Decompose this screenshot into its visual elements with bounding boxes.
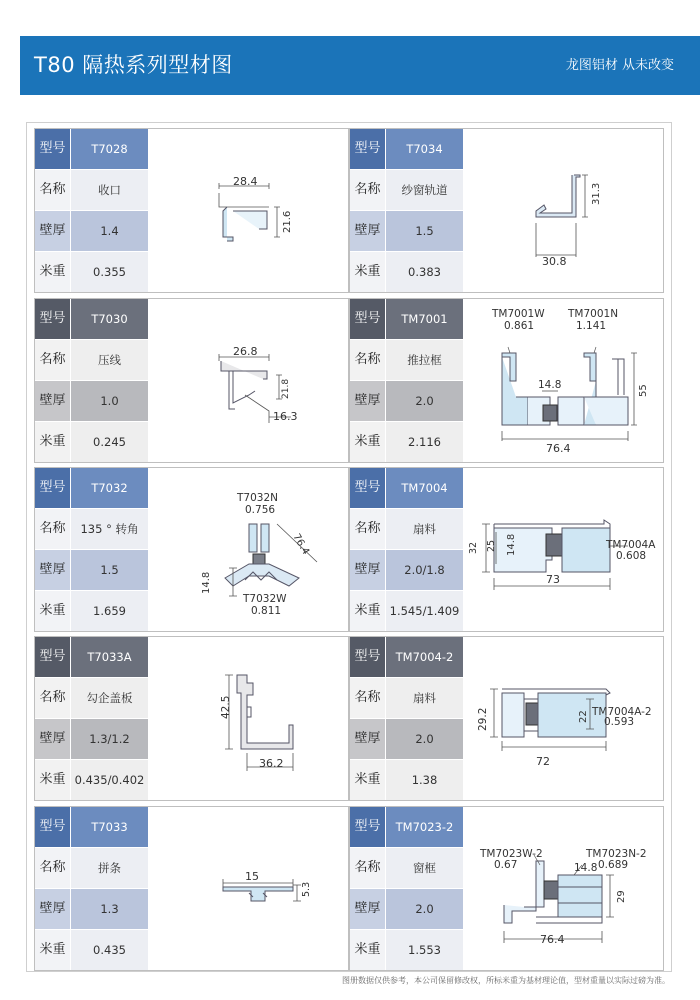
dim-label: 25 [486, 539, 497, 552]
model-value: T7034 [386, 129, 463, 169]
weight-value: 1.659 [71, 591, 148, 631]
label-weight: 米重 [35, 252, 70, 292]
dim-label: 0.811 [251, 605, 282, 617]
thickness-value: 1.0 [71, 381, 148, 421]
label-model: 型号 [35, 807, 70, 847]
name-value: 压线 [71, 340, 148, 380]
weight-value: 0.355 [71, 252, 148, 292]
dim-label: TM7023W-2 [480, 848, 543, 860]
label-model: 型号 [350, 299, 385, 339]
name-value: 纱窗轨道 [386, 170, 463, 210]
model-value: TM7004 [386, 468, 463, 508]
profile-card-t7033a [34, 636, 349, 801]
weight-value: 0.435/0.402 [71, 760, 148, 800]
model-value: TM7001 [386, 299, 463, 339]
brand-slogan: 龙图铝材 从未改变 [565, 58, 674, 73]
dim-label: 0.689 [598, 859, 629, 871]
dim-label: 0.608 [616, 550, 647, 562]
dim-label: TM7004A-2 [592, 706, 652, 718]
page-title: T80 隔热系列型材图 [34, 53, 233, 77]
label-thickness: 壁厚 [350, 719, 385, 759]
profile-card-tm7004-2 [349, 636, 664, 801]
label-thickness: 壁厚 [350, 889, 385, 929]
dim-label: TM7001N [568, 308, 619, 320]
dim-label: 29 [616, 890, 627, 903]
dim-label: 0.861 [504, 320, 535, 332]
weight-value: 1.545/1.409 [386, 591, 463, 631]
label-name: 名称 [350, 509, 385, 549]
thickness-value: 2.0 [386, 719, 463, 759]
name-value: 135 ° 转角 [71, 509, 148, 549]
profile-drawing [149, 129, 348, 292]
dim-label: 55 [638, 384, 649, 397]
dim-label: TM7001W [492, 308, 545, 320]
label-thickness: 壁厚 [350, 211, 385, 251]
name-value: 拼条 [71, 848, 148, 888]
profile-drawing [149, 299, 348, 462]
label-name: 名称 [35, 170, 70, 210]
dim-label: 14.8 [506, 533, 517, 556]
dim-label: 76.4 [290, 532, 312, 557]
thickness-value: 1.3/1.2 [71, 719, 148, 759]
label-thickness: 壁厚 [350, 550, 385, 590]
model-value: T7033 [71, 807, 148, 847]
dim-label: 72 [536, 755, 550, 768]
page-header [20, 36, 700, 95]
label-model: 型号 [350, 807, 385, 847]
thickness-value: 1.3 [71, 889, 148, 929]
label-model: 型号 [35, 129, 70, 169]
dim-label: 15 [245, 870, 259, 883]
dim-label: 14.8 [201, 571, 212, 594]
label-weight: 米重 [350, 760, 385, 800]
dim-label: 0.67 [494, 859, 518, 871]
label-weight: 米重 [350, 252, 385, 292]
label-model: 型号 [350, 129, 385, 169]
dim-label: 32 [468, 541, 479, 554]
label-name: 名称 [350, 340, 385, 380]
dim-label: 21.6 [282, 210, 293, 233]
profile-drawing [464, 468, 663, 631]
profile-card-t7028 [34, 128, 349, 293]
label-weight: 米重 [35, 422, 70, 462]
weight-value: 1.553 [386, 930, 463, 970]
profile-drawing [149, 468, 348, 631]
thickness-value: 2.0 [386, 381, 463, 421]
label-name: 名称 [35, 340, 70, 380]
name-value: 扇料 [386, 509, 463, 549]
dim-label: 76.4 [540, 933, 565, 946]
model-value: T7032 [71, 468, 148, 508]
weight-value: 0.383 [386, 252, 463, 292]
model-value: T7030 [71, 299, 148, 339]
name-value: 收口 [71, 170, 148, 210]
label-weight: 米重 [35, 930, 70, 970]
label-name: 名称 [350, 848, 385, 888]
label-weight: 米重 [350, 930, 385, 970]
label-thickness: 壁厚 [35, 719, 70, 759]
weight-value: 2.116 [386, 422, 463, 462]
label-model: 型号 [35, 299, 70, 339]
dim-label: 31.3 [591, 182, 602, 205]
dim-label: 29.2 [477, 707, 489, 731]
name-value: 扇料 [386, 678, 463, 718]
thickness-value: 2.0/1.8 [386, 550, 463, 590]
weight-value: 1.38 [386, 760, 463, 800]
dim-label: 21.8 [281, 378, 291, 399]
profile-drawing [149, 807, 348, 970]
profile-card-t7032 [34, 467, 349, 632]
label-name: 名称 [35, 509, 70, 549]
dim-label: 76.4 [546, 442, 571, 455]
dim-label: T7032W [243, 593, 287, 605]
dim-label: 28.4 [233, 175, 258, 188]
profile-drawing [464, 129, 663, 292]
label-name: 名称 [350, 678, 385, 718]
dim-label: 42.5 [220, 695, 232, 719]
label-name: 名称 [35, 848, 70, 888]
dim-label: T7032N [237, 492, 278, 504]
dim-label: 73 [546, 573, 560, 586]
profile-card-tm7023-2 [349, 806, 664, 971]
thickness-value: 2.0 [386, 889, 463, 929]
dim-label: TM7004A [606, 539, 656, 551]
dim-label: TM7023N-2 [586, 848, 647, 860]
label-name: 名称 [35, 678, 70, 718]
dim-label: 14.8 [574, 862, 598, 874]
label-weight: 米重 [35, 760, 70, 800]
name-value: 窗框 [386, 848, 463, 888]
dim-label: 0.756 [245, 504, 276, 516]
label-model: 型号 [350, 468, 385, 508]
label-thickness: 壁厚 [35, 381, 70, 421]
thickness-value: 1.4 [71, 211, 148, 251]
profile-card-t7030 [34, 298, 349, 463]
label-weight: 米重 [350, 591, 385, 631]
dim-label: 5.3 [301, 881, 312, 897]
profile-drawing [464, 807, 663, 970]
label-model: 型号 [350, 637, 385, 677]
label-model: 型号 [35, 468, 70, 508]
dim-label: 0.593 [604, 716, 635, 728]
label-thickness: 壁厚 [35, 211, 70, 251]
model-value: TM7023-2 [386, 807, 463, 847]
thickness-value: 1.5 [71, 550, 148, 590]
profile-card-tm7004 [349, 467, 664, 632]
label-weight: 米重 [35, 591, 70, 631]
label-thickness: 壁厚 [35, 889, 70, 929]
profile-card-t7034 [349, 128, 664, 293]
dim-label: 1.141 [576, 320, 607, 332]
model-value: T7028 [71, 129, 148, 169]
dim-label: 22 [578, 710, 589, 723]
thickness-value: 1.5 [386, 211, 463, 251]
label-model: 型号 [35, 637, 70, 677]
dim-label: 26.8 [233, 345, 258, 358]
label-thickness: 壁厚 [35, 550, 70, 590]
label-weight: 米重 [350, 422, 385, 462]
profile-drawing [464, 299, 663, 462]
label-thickness: 壁厚 [350, 381, 385, 421]
dim-label: 14.8 [538, 379, 562, 391]
profile-drawing [464, 637, 663, 800]
disclaimer-footnote: 图册数据仅供参考，本公司保留修改权，所标米重为基材理论值，型材重量以实际过磅为准。 [342, 976, 670, 985]
label-name: 名称 [350, 170, 385, 210]
profile-card-t7033 [34, 806, 349, 971]
dim-label: 36.2 [259, 757, 284, 770]
profile-drawing [149, 637, 348, 800]
model-value: T7033A [71, 637, 148, 677]
model-value: TM7004-2 [386, 637, 463, 677]
name-value: 勾企盖板 [71, 678, 148, 718]
weight-value: 0.245 [71, 422, 148, 462]
profile-card-tm7001 [349, 298, 664, 463]
dim-label: 16.3 [273, 410, 298, 423]
dim-label: 30.8 [542, 255, 567, 268]
name-value: 推拉框 [386, 340, 463, 380]
weight-value: 0.435 [71, 930, 148, 970]
